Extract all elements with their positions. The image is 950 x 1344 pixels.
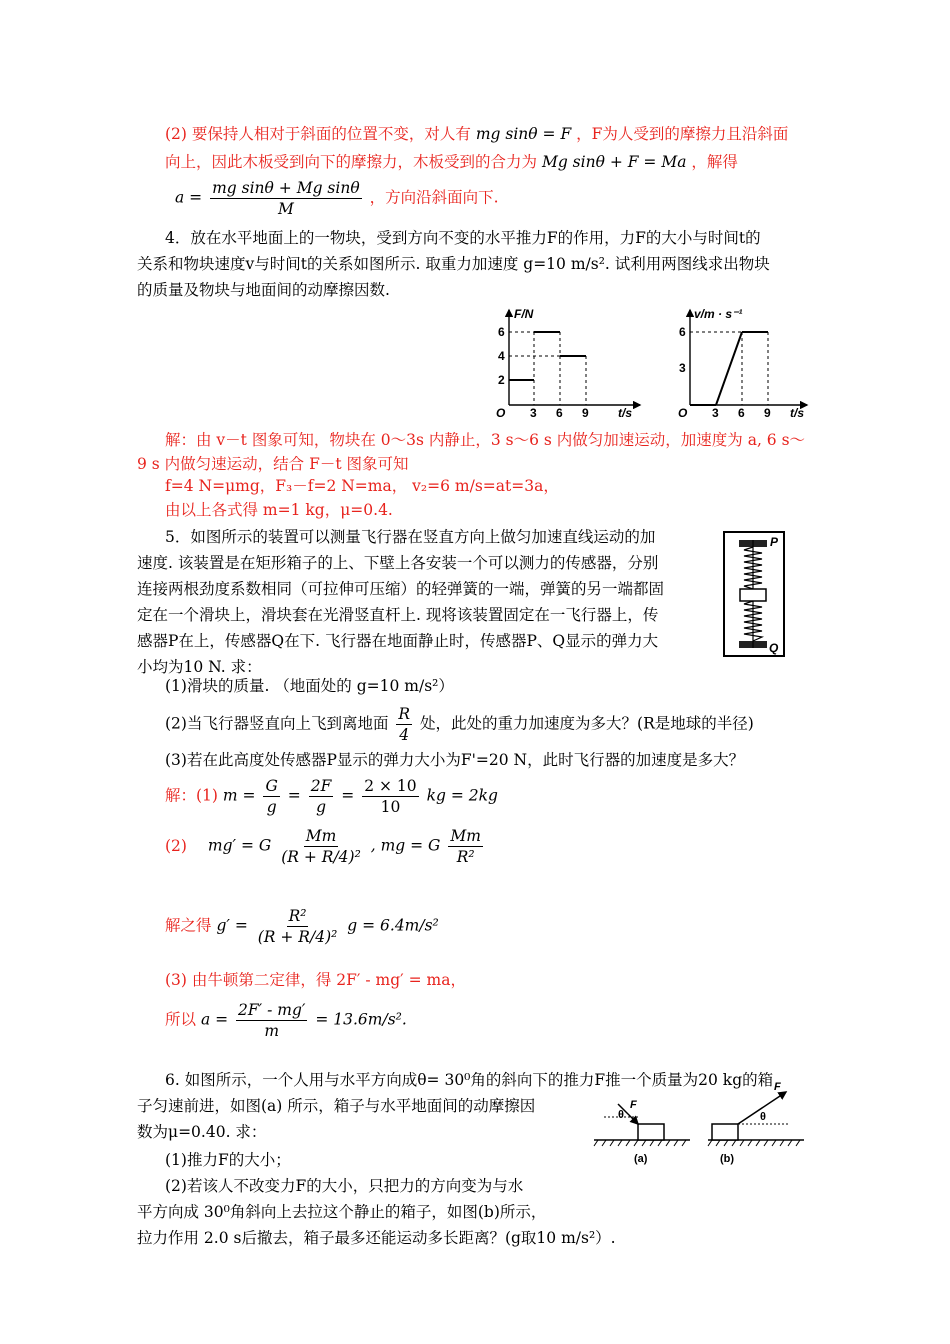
v-xtick-9: 9 [764, 406, 771, 420]
f-xlabel: t/s [618, 406, 633, 420]
sol3-line2 [165, 152, 738, 172]
v-ytick-3: 3 [679, 361, 686, 375]
sol3-line1 [165, 124, 788, 144]
q5-sub2-den: 4 [399, 726, 410, 744]
q5-sol2-f1d: (R + R/4)² [281, 848, 361, 866]
q5-sol2-label: (2) [165, 836, 187, 855]
q4-line3: 的质量及物块与地面间的动摩擦因数. [137, 281, 390, 299]
fig-a-label: (a) [634, 1153, 648, 1165]
q5-sol5-tail: = 13.6m/s². [315, 1010, 407, 1029]
q5-sol1-label: 解：(1) [165, 786, 218, 805]
q4-sol-line1: 解：由 v－t 图象可知，物块在 0～3s 内静止，3 s～6 s 内做匀加速运动，加速度为 a, 6 s～ [165, 431, 806, 449]
theta-a: θ [618, 1109, 624, 1121]
q5-sol2 [165, 826, 486, 867]
q6-line6: 平方向成 30⁰角斜向上去拉这个静止的箱子，如图(b)所示， [137, 1203, 547, 1221]
sensor-q-label: Q [769, 641, 779, 655]
f-origin: O [496, 406, 506, 420]
q5-sol2-a: mg′ = G [207, 836, 272, 855]
q5-sol3-label: 解之得 [165, 916, 212, 935]
f-xtick-6: 6 [556, 406, 563, 420]
theta-b: θ [760, 1111, 766, 1123]
q5-sub2-b: 处，此处的重力加速度为多大？(R是地球的半径) [420, 714, 754, 733]
q5-sol3-tail: g = 6.4m/s² [347, 916, 439, 935]
q5-sol2-b: , mg = G [370, 836, 441, 855]
sol3-text3: 向上，因此木板受到向下的摩擦力，木板受到的合力为 [165, 153, 538, 171]
q4-line2: 关系和物块速度v与时间t的关系如图所示. 取重力加速度 g=10 m/s². 试利用两图线求出物块 [137, 255, 770, 273]
v-series [690, 332, 768, 405]
q5-sol2-f2n: Mm [450, 827, 481, 845]
graph-v-t [672, 300, 822, 422]
q5-sol1-tail: kg = 2kg [426, 786, 498, 805]
q4-sol-line4: 由以上各式得 m=1 kg，μ=0.4. [165, 501, 393, 519]
q4-sol-line3: f=4 N=μmg，F₃－f=2 N=ma， v₂=6 m/s=at=3a， [165, 477, 559, 495]
q4-line1: 4．放在水平地面上的一物块，受到方向不变的水平推力F的作用，力F的大小与时间t的 [165, 229, 761, 247]
q5-sol4: (3) 由牛顿第二定律，得 2F′ - mg′ = ma， [165, 971, 466, 989]
sol3-a-eq: a = [175, 188, 203, 207]
q5-sol3-a: g′ = [216, 916, 248, 935]
q5-sub2-num: R [398, 705, 411, 723]
f-ylabel: F/N [514, 307, 534, 321]
q5-sol5-label: 所以 [165, 1010, 197, 1029]
force-a-label: F [630, 1099, 637, 1111]
q6-line4: (1)推力F的大小； [165, 1151, 291, 1169]
sol3-text4: ，解得 [691, 153, 738, 171]
sol3-formula [175, 178, 499, 219]
q5-line3: 连接两根劲度系数相同（可拉伸可压缩）的轻弹簧的一端，弹簧的另一端都固 [137, 580, 665, 598]
q5-line5: 感器P在上，传感器Q在下. 飞行器在地面静止时，传感器P、Q显示的弹力大 [137, 632, 659, 650]
q5-sol3-fn: R² [288, 907, 307, 925]
v-xtick-6: 6 [738, 406, 745, 420]
q5-line6: 小均为10 N. 求： [137, 658, 262, 676]
q5-sol5 [165, 1000, 407, 1041]
box-a [638, 1124, 664, 1140]
q6-line7: 拉力作用 2.0 s后撤去，箱子最多还能运动多长距离？(g取10 m/s²）. [137, 1229, 616, 1247]
q5-line1: 5．如图所示的装置可以测量飞行器在竖直方向上做匀加速直线运动的加 [165, 528, 656, 546]
q5-sol1: 解：(1) m = $\frac{G}{g}$ = $\frac{2F}{g}$ = $\frac{2 \times 10}{10}$ kg = 2kg [165, 777, 498, 816]
sol3-text: (2) 要保持人相对于斜面的位置不变，对人有 [165, 125, 471, 143]
q5-sol2-f2d: R² [456, 848, 475, 866]
f-xtick-9: 9 [582, 406, 589, 420]
fig-b-label: (b) [720, 1153, 735, 1165]
q5-sol1-f3n: 2 × 10 [364, 777, 417, 795]
q5-sub2 [165, 704, 754, 745]
sensor-p-label: P [770, 535, 779, 549]
q5-sol1-f1n: G [265, 777, 278, 795]
box-b [712, 1124, 738, 1140]
q5-sol1-f2n: 2F [310, 777, 332, 795]
q5-sol1-f3d: 10 [380, 798, 401, 816]
q5-sol2-f1n: Mm [305, 827, 337, 845]
q5-sol5-a: a = [200, 1010, 229, 1029]
q6-line5: (2)若该人不改变力F的大小，只把力的方向变为与水 [165, 1177, 524, 1195]
f-xtick-3: 3 [530, 406, 537, 420]
sol3-eq1: mg sinθ = F [475, 125, 572, 143]
v-origin: O [678, 406, 688, 420]
q5-sub3: (3)若在此高度处传感器P显示的弹力大小为F'=20 N，此时飞行器的加速度是多大？ [165, 751, 745, 769]
sol3-eq2: Mg sinθ + F = Ma [541, 153, 687, 171]
q5-sol1-f2d: g [316, 798, 327, 816]
f-ytick-2: 2 [498, 373, 505, 387]
q5-sol3 [165, 906, 439, 947]
v-xlabel: t/s [790, 406, 805, 420]
f-guides [509, 332, 586, 405]
sol3-text2: ，F为人受到的摩擦力且沿斜面 [576, 125, 789, 143]
q5-sol3-fd: (R + R/4)² [257, 928, 338, 946]
graph-f-t [490, 300, 660, 422]
spring-box-figure [722, 530, 788, 660]
q5-sol1-m: m = [222, 786, 256, 805]
sol3-a-tail: ，方向沿斜面向下. [369, 188, 499, 207]
q5-sub2-a: (2)当飞行器竖直向上飞到离地面 [165, 714, 389, 733]
f-ytick-4: 4 [498, 349, 505, 363]
q6-line1: 6. 如图所示，一个人用与水平方向成θ= 30⁰角的斜向下的推力F推一个质量为20 kg的箱 [165, 1071, 774, 1089]
q4-sol-line2: 9 s 内做匀速运动，结合 F－t 图象可知 [137, 455, 409, 473]
q5-line4: 定在一个滑块上，滑块套在光滑竖直杆上. 现将该装置固定在一飞行器上，传 [137, 606, 659, 624]
q5-sub1: (1)滑块的质量. （地面处的 g=10 m/s²） [165, 677, 454, 695]
q6-line3: 数为μ=0.40. 求： [137, 1123, 267, 1141]
q5-sol1-f1d: g [266, 798, 277, 816]
q6-line2: 子匀速前进，如图(a) 所示，箱子与水平地面间的动摩擦因 [137, 1097, 536, 1115]
sol3-a-num: mg sinθ + Mg sinθ [212, 179, 360, 197]
f-ytick-6: 6 [498, 325, 505, 339]
force-b-label: F [774, 1081, 781, 1093]
q5-sol5-fd: m [264, 1022, 280, 1040]
v-xtick-3: 3 [712, 406, 719, 420]
push-pull-figure [590, 1080, 820, 1170]
sol3-a-den: M [277, 200, 294, 218]
v-ytick-6: 6 [679, 325, 686, 339]
v-ylabel: v/m · s⁻¹ [694, 307, 743, 321]
v-seg-2 [716, 332, 742, 405]
q5-line2: 速度. 该装置是在矩形箱子的上、下壁上各安装一个可以测力的传感器，分别 [137, 554, 659, 572]
q5-sol5-fn: 2F′ - mg′ [238, 1001, 306, 1019]
